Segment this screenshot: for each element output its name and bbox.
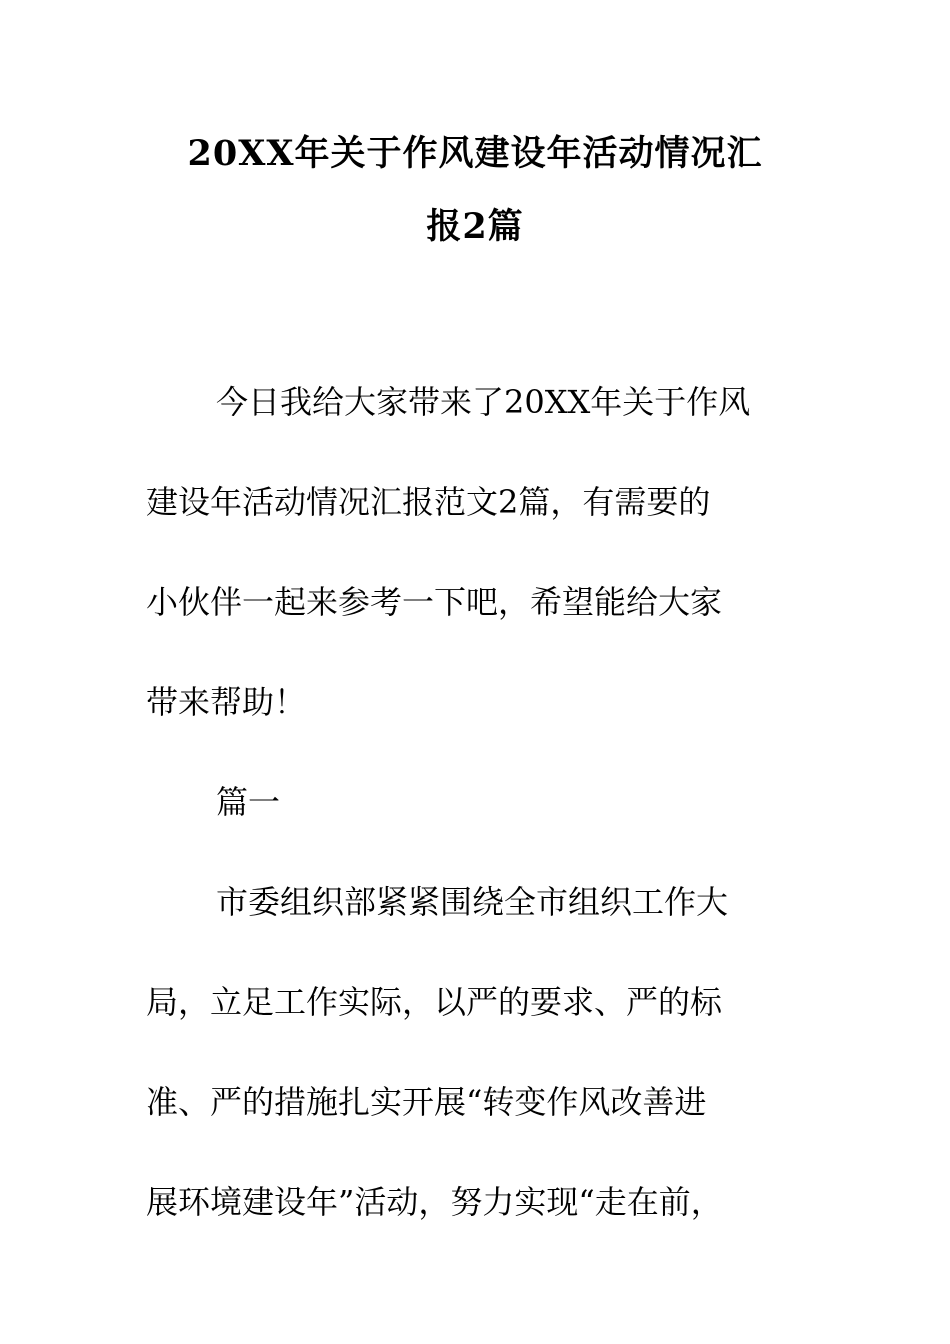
document-title-line-1: 20XX年关于作风建设年活动情况汇 [187, 133, 763, 174]
intro-line-4: 带来帮助！ [146, 683, 307, 721]
body-line-1: 市委组织部紧紧围绕全市组织工作大 [216, 883, 729, 921]
body-line-2: 局，立足工作实际，以严的要求、严的标 [146, 983, 723, 1021]
section-heading: 篇一 [216, 783, 281, 821]
intro-line-1: 今日我给大家带来了20XX年关于作风 [216, 383, 751, 421]
intro-line-3: 小伙伴一起来参考一下吧，希望能给大家 [146, 583, 723, 621]
document-title-line-2: 报2篇 [426, 206, 524, 247]
intro-line-2: 建设年活动情况汇报范文2篇，有需要的 [146, 483, 711, 521]
body-line-3: 准、严的措施扎实开展“转变作风改善进 [146, 1083, 707, 1121]
body-line-4: 展环境建设年”活动，努力实现“走在前， [146, 1183, 723, 1221]
